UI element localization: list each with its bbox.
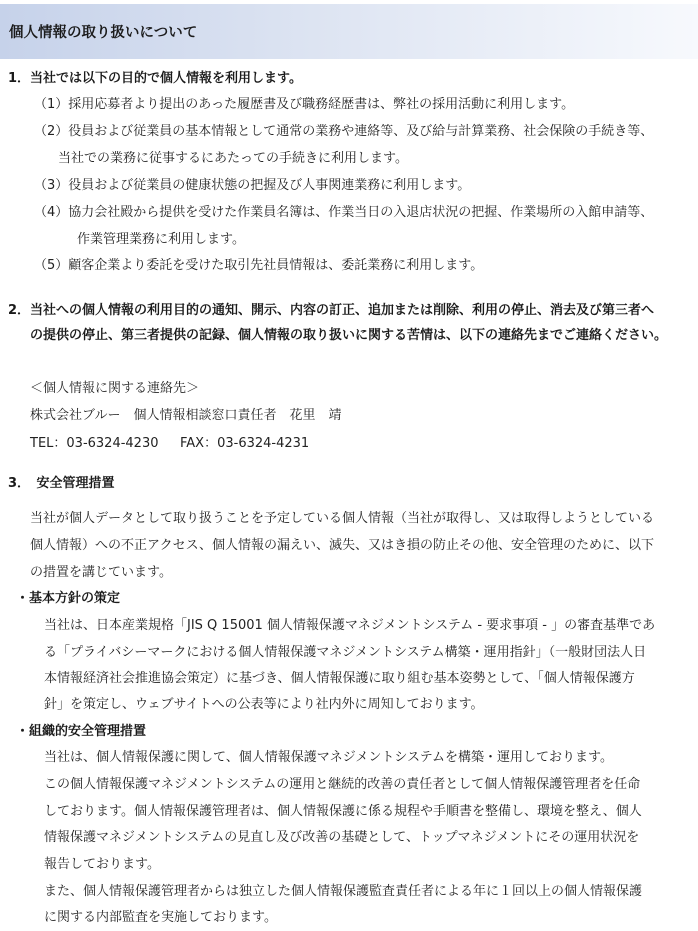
organizational-line: また、個人情報保護管理者からは独立した個人情報保護監査責任者による年に１回以上の個人情報保護: [44, 884, 643, 899]
basic-policy-heading: ・基本方針の策定: [16, 591, 121, 606]
basic-policy-line: る「プライバシーマークにおける個人情報保護マネジメントシステム構築・運用指針」（一般財団法人日: [44, 645, 647, 660]
basic-policy-line: 当社は、日本産業規格「JIS Q 15001 個人情報保護マネジメントシステム - 要求事項 - 」の審査基準であ: [44, 618, 656, 633]
basic-policy-line: 本情報経済社会推進協会策定）に基づき、個人情報保護に取り組む基本姿勢として、「個人情報保護方: [44, 671, 635, 686]
section1-item-2-cont: 当社での業務に従事するにあたっての手続きに利用します。: [58, 151, 408, 166]
page-title: 個人情報の取り扱いについて: [0, 4, 698, 59]
section3-intro-line: 個人情報）への不正アクセス、個人情報の漏えい、滅失、又はき損の防止その他、安全管理のために、以下: [30, 538, 655, 553]
section1-item-4-cont: 作業管理業務に利用します。: [77, 232, 245, 247]
section1-heading: 1．当社では以下の目的で個人情報を利用します。: [8, 71, 303, 86]
organizational-line: 当社は、個人情報保護に関して、個人情報保護マネジメントシステムを構築・運用しております。: [44, 750, 614, 765]
section3-heading: 3． 安全管理措置: [8, 476, 115, 491]
basic-policy-line: 針」を策定し、ウェブサイトへの公表等により社内外に周知しております。: [44, 697, 484, 712]
contact-tel: TEL：03-6324-4230: [30, 436, 159, 451]
section1-item-4: （4）協力会社殿から提供を受けた作業員名簿は、作業当日の入退店状況の把握、作業場所の入館申請等、: [34, 205, 654, 220]
organizational-heading: ・組織的安全管理措置: [16, 724, 147, 739]
section1-item-5: （5）顧客企業より委託を受けた取引先社員情報は、委託業務に利用します。: [34, 258, 484, 273]
organizational-line: に関する内部監査を実施しております。: [44, 910, 277, 925]
contact-person: 株式会社ブルー 個人情報相談窓口責任者 花里 靖: [30, 408, 342, 423]
contact-fax: FAX：03-6324-4231: [180, 436, 310, 451]
organizational-line: 情報保護マネジメントシステムの見直し及び改善の基礎として、トップマネジメントにその運用状況を: [44, 830, 640, 845]
contact-title: ＜個人情報に関する連絡先＞: [30, 381, 200, 396]
section1-item-2: （2）役員および従業員の基本情報として通常の業務や連絡等、及び給与計算業務、社会保険の手続き等、: [34, 124, 654, 139]
section3-intro-line: の措置を講じています。: [30, 565, 172, 580]
organizational-line: 報告しております。: [44, 857, 160, 872]
section2-heading-line2: の提供の停止、第三者提供の記録、個人情報の取り扱いに関する苦情は、以下の連絡先までご連絡ください。: [30, 328, 668, 343]
section1-item-1: （1）採用応募者より提出のあった履歴書及び職務経歴書は、弊社の採用活動に利用します。: [34, 97, 575, 112]
organizational-line: しております。個人情報保護管理者は、個人情報保護に係る規程や手順書を整備し、環境を整え、個人: [44, 804, 642, 819]
section3-intro-line: 当社が個人データとして取り扱うことを予定している個人情報（当社が取得し、又は取得しようとしている: [30, 511, 655, 526]
section1-item-3: （3）役員および従業員の健康状態の把握及び人事関連業務に利用します。: [34, 178, 471, 193]
organizational-line: この個人情報保護マネジメントシステムの運用と継続的改善の責任者として個人情報保護管理者を任命: [44, 777, 641, 792]
section2-heading-line1: 2．当社への個人情報の利用目的の通知、開示、内容の訂正、追加または削除、利用の停止、消去及び第三者へ: [8, 303, 655, 318]
